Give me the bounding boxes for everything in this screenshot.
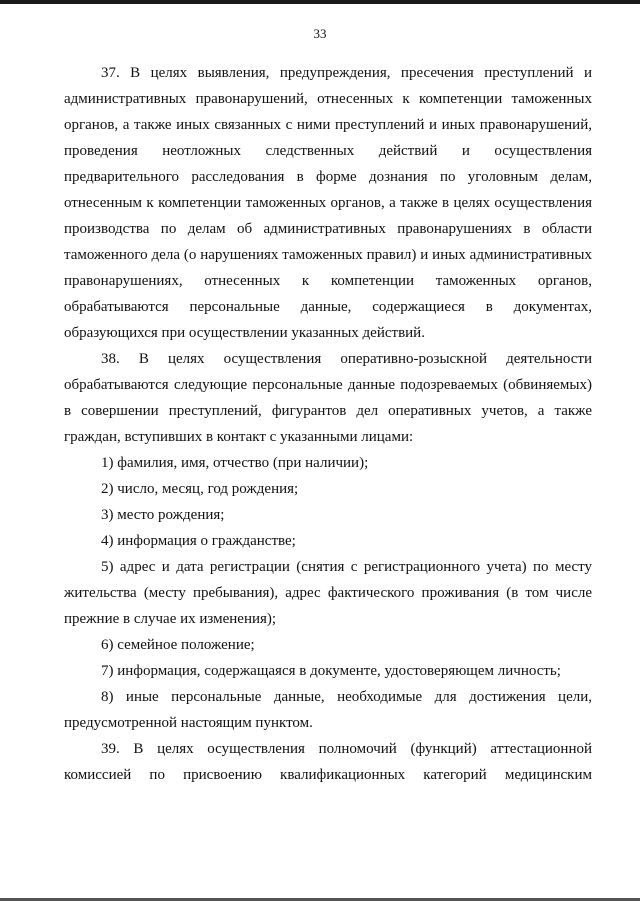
list-item: 4) информация о гражданстве;: [101, 533, 296, 549]
list-item: 2) число, месяц, год рождения;: [101, 481, 299, 497]
list-item: 6) семейное положение;: [101, 637, 255, 653]
paragraph-38: 38. В целях осуществления оперативно-розыскной деятельности обрабатываются следующие персональные данные подозреваемых (обвиняемых) в совершении преступлений, фигурантов дел оперативных учетов, а также граждан, вступивших в контакт с указанными лицами:: [64, 351, 592, 445]
list-item: 1) фамилия, имя, отчество (при наличии);: [101, 455, 369, 471]
list-item: 8) иные персональные данные, необходимые для достижения цели, предусмотренной настоящим пунктом.: [64, 689, 592, 731]
paragraph-39: 39. В целях осуществления полномочий (функций) аттестационной комиссией по присвоению квалификационных категорий медицинским: [64, 741, 592, 783]
page-number: 33: [313, 26, 327, 41]
list-item: 7) информация, содержащаяся в документе, удостоверяющем личность;: [101, 663, 561, 679]
scan-edge-top: [0, 0, 640, 4]
list-item: 5) адрес и дата регистрации (снятия с регистрационного учета) по месту жительства (месту пребывания), адрес фактического проживания (в том числе прежние в случае их изменения);: [64, 559, 592, 627]
paragraph-37: 37. В целях выявления, предупреждения, пресечения преступлений и административных правонарушений, отнесенных к компетенции таможенных органов, а также иных связанных с ними преступлений и иных правонарушений, проведения неотложных следственных действий и осуществления предварительного расследования в форме дознания по уголовным делам, отнесенным к компетенции таможенных органов, а также в целях осуществления производства по делам об административных правонарушениях в области таможенного дела (о нарушениях таможенных правил) и иных административных правонарушениях, отнесенных к компетенции таможенных органов, обрабатываются персональные данные, содержащиеся в документах, образующихся при осуществлении указанных действий.: [64, 65, 592, 341]
list-item: 3) место рождения;: [101, 507, 225, 523]
document-body: [64, 60, 592, 788]
